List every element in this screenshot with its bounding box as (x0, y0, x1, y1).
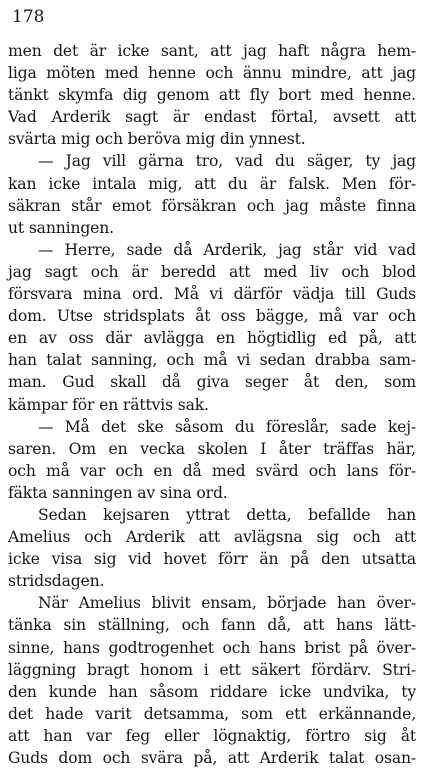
text-line: Guds dom och svära på, att Arderik talat osan- (8, 749, 416, 767)
text-line: liga möten med henne och ännu mindre, att jag (8, 64, 416, 83)
text-line: kan icke intala mig, att du är falsk. Men för- (8, 174, 416, 193)
text-line: men det är icke sant, att jag haft några hem- (8, 42, 416, 60)
text-line: en av oss där avlägga en högtidlig ed på, att (8, 329, 416, 348)
text-line: — Må det ske såsom du föreslår, sade kej- (38, 417, 416, 436)
text-line: och må var och en då med svärd och lans för- (8, 461, 416, 480)
text-line: — Jag vill gärna tro, vad du säger, ty jag (38, 152, 416, 171)
text-line: säkran står emot försäkran och jag måste finna (8, 196, 416, 215)
page-number: 178 (12, 7, 45, 27)
text-line: saren. Om en vecka skolen I åter träffas här, (8, 439, 416, 458)
text-line: När Amelius blivit ensam, började han över- (38, 594, 416, 613)
text-line: ut sanningen. (8, 218, 114, 237)
text-line: läggning bragt honom i ett säkert fördärv. Stri- (8, 660, 416, 679)
body-text (8, 40, 416, 769)
text-line: Amelius och Arderik att avlägsna sig och att (8, 528, 416, 547)
text-line: kämpar för en rättvis sak. (8, 395, 209, 414)
text-line: Vad Arderik sagt är endast förtal, avsett att (8, 108, 416, 127)
text-line: fäkta sanningen av sina ord. (8, 483, 228, 502)
text-line: att han var feg eller lögnaktig, förtro sig åt (8, 726, 416, 745)
text-line: försvara mina ord. Må vi därför vädja till Guds (8, 285, 416, 304)
text-line: svärta mig och beröva mig din ynnest. (8, 130, 306, 149)
text-line: icke visa sig vid hovet förr än på den utsatta (8, 550, 416, 569)
text-line: han talat sanning, och må vi sedan drabba sam- (8, 351, 416, 370)
text-line: den kunde han såsom riddare icke undvika, ty (8, 682, 416, 701)
text-line: — Herre, sade då Arderik, jag står vid vad (38, 240, 416, 259)
text-line: tänkt skymfa dig genom att fly bort med henne. (8, 86, 416, 105)
text-line: dom. Utse stridsplats åt oss bägge, må var och (8, 307, 416, 326)
text-line: Sedan kejsaren yttrat detta, befallde han (38, 505, 416, 524)
text-line: det hade varit detsamma, som ett erkännande, (8, 704, 416, 723)
text-line: man. Gud skall då giva seger åt den, som (8, 373, 416, 392)
text-line: tänka sin ställning, och fann då, att hans lätt- (8, 616, 416, 635)
text-line: sinne, hans godtrogenhet och hans brist på över- (8, 638, 416, 657)
text-line: stridsdagen. (8, 572, 105, 591)
text-line: jag sagt och är beredd att med liv och blod (8, 262, 416, 281)
